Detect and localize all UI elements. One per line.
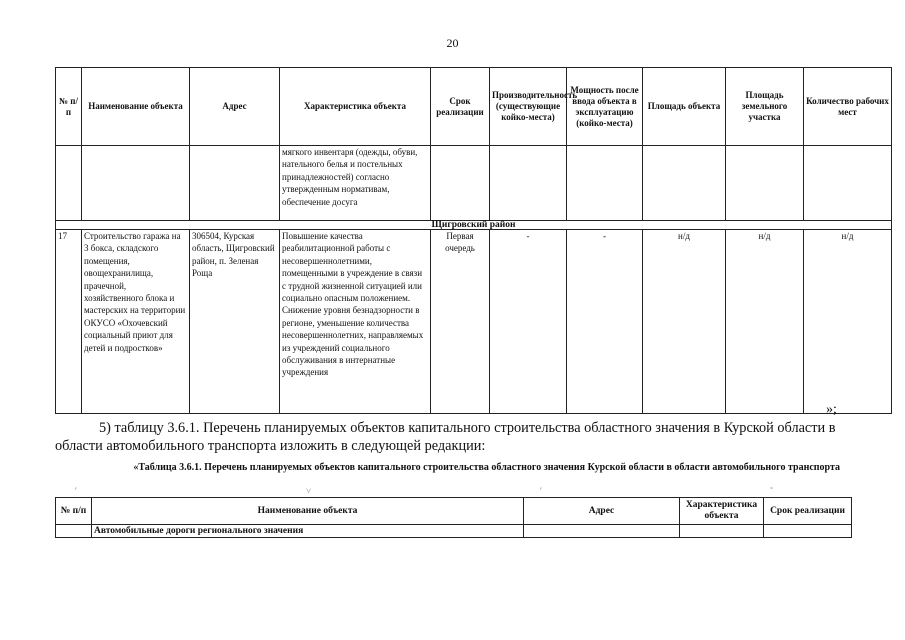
table-caption: «Таблица 3.6.1. Перечень планируемых объектов капитального строительства областного значения Курской области в области автомобильного транспорта [133,462,840,473]
row-term: Первая очередь [431,230,490,414]
header-capacity-after: Мощность после ввода объекта в эксплуатацию (койко-места) [567,68,643,146]
table-header-row [56,498,852,525]
header-name: Наименование объекта [82,68,190,146]
transport-table [55,497,852,538]
header-term: Срок реализации [431,68,490,146]
row-characteristic: Повышение качества реабилитационной работы с несовершеннолетними, помещенными в учреждение в связи с трудной жизненной ситуацией или социально опасным положением. Снижение уровня безнадзорности в регионе, уменьшение количества несовершеннолетних, направляемых из учреждений социального обслуживания в интернатные учреждения [280,230,431,414]
table-header-row [56,68,892,146]
header-num: № п/п [56,68,82,146]
header-address: Адрес [190,68,280,146]
row-area: н/д [643,230,726,414]
continuation-text: мягкого инвентаря (одежды, обуви, нательного белья и постельных принадлежностей) согласно утвержденным нормативам, обеспечение досуга [280,146,431,221]
table-row-section [56,525,852,538]
row-land-area: н/д [726,230,804,414]
row-capacity-after: - [567,230,643,414]
row-name: Строительство гаража на 3 бокса, складского помещения, овощехранилища, прачечной, хозяйственного блока и мастерских на территории ОКУСО «Охочевский социальный приют для детей и подростков» [82,230,190,414]
header-address: Адрес [524,498,680,525]
page-number: 20 [446,36,459,50]
scan-mark: ′ [75,486,77,496]
header-area: Площадь объекта [643,68,726,146]
header-characteristic: Характеристика объекта [280,68,431,146]
header-num: № п/п [56,498,92,525]
header-characteristic: Характеристика объекта [680,498,764,525]
table-row-region [56,221,892,230]
header-term: Срок реализации [764,498,852,525]
scan-mark: ˚ [770,486,773,496]
row-address: 306504, Курская область, Щигровский район, п. Зеленая Роща [190,230,280,414]
row-num: 17 [56,230,82,414]
scan-mark: ′ [540,486,542,496]
objects-table [55,67,892,414]
header-capacity-existing: Производительность (существующие койко-места) [490,68,567,146]
header-name: Наименование объекта [92,498,524,525]
header-land-area: Площадь земельного участка [726,68,804,146]
table-row [56,230,892,414]
row-jobs: н/д [804,230,892,414]
amendment-paragraph: 5) таблицу 3.6.1. Перечень планируемых объектов капитального строительства областного значения в Курской области в области автомобильного транспорта изложить в следующей редакции: [55,420,836,454]
header-jobs: Количество рабочих мест [804,68,892,146]
row-capacity-existing: - [490,230,567,414]
table-row-continuation [56,146,892,221]
closing-quote: »; [826,402,837,417]
section-name: Автомобильные дороги регионального значения [92,525,524,538]
region-name: Щигровский район [56,221,892,230]
scan-mark: ˅ [306,486,312,496]
